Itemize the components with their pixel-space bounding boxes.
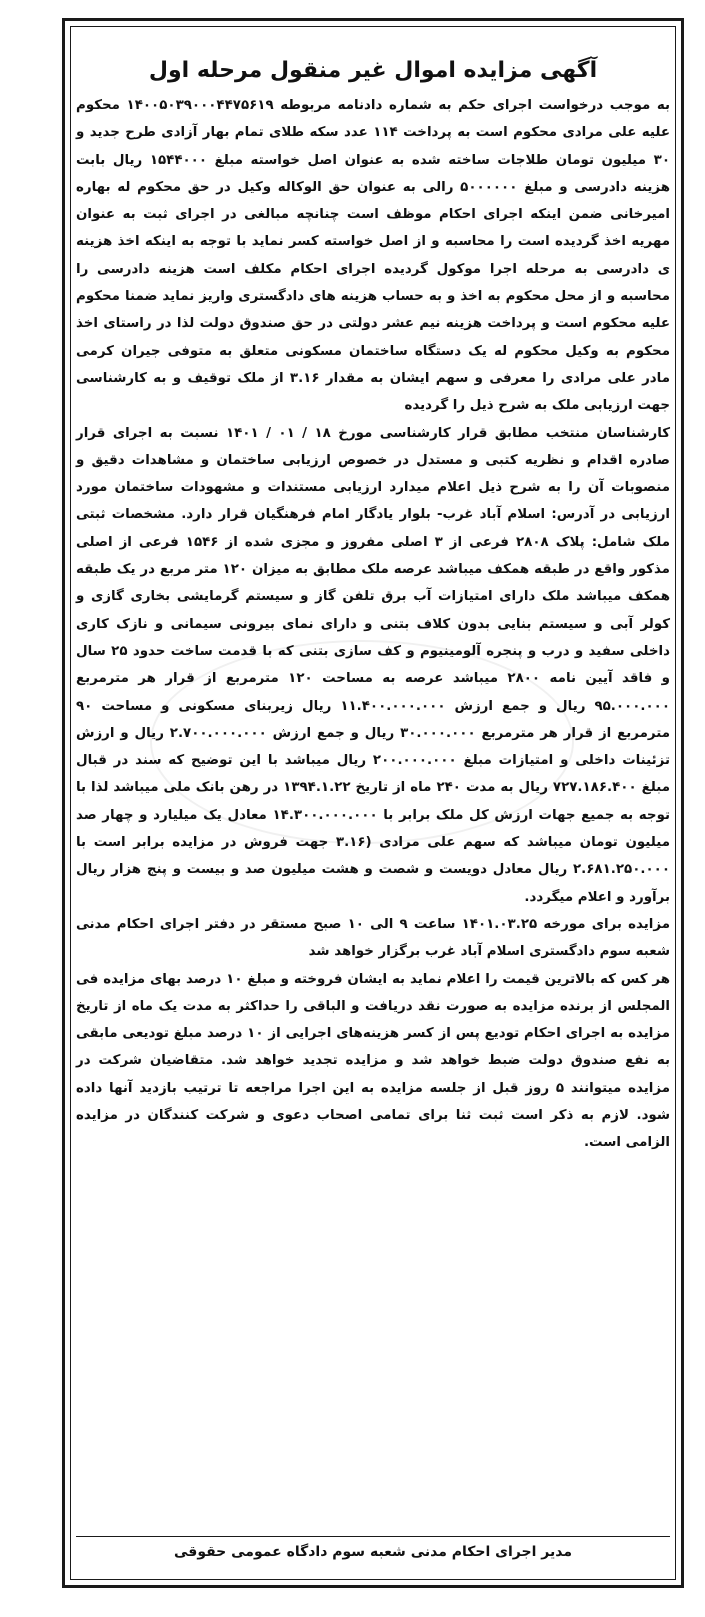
signature-line: مدیر اجرای احکام مدنی شعبه سوم دادگاه عمومی حقوقی [76,1536,670,1563]
paragraph-auction-date: مزایده برای مورخه ۱۴۰۱.۰۳.۲۵ ساعت ۹ الی ۱۰ صبح مستقر در دفتر اجرای احکام مدنی شعبه سوم دادگستری اسلام آباد غرب برگزار خواهد شد [76,916,670,960]
paragraph-judgment: به موجب درخواست اجرای حکم به شماره دادنامه مربوطه ۱۴۰۰۵۰۳۹۰۰۰۴۴۷۵۶۱۹ محکوم علیه علی مرادی محکوم است به پرداخت ۱۱۴ عدد سکه طلای تمام بهار آزادی طرح جدید و ۳۰ میلیون تومان طلاجات ساخته شده به عنوان اصل خواسته مبلغ ۱۵۴۴۰۰۰ ریال بابت هزینه دادرسی و مبلغ ۵۰۰۰۰۰۰ رالی به عنوان حق الوکاله وکیل در حق محکوم له بهاره امیرخانی ضمن اینکه اجرای احکام موظف است چنانچه مبالغی در اجرای ثبت به عنوان مهریه اخذ گردیده است را محاسبه و از اصل خواسته کسر نماید با توجه به اینکه اخذ هزینه ی دادرسی به مرحله اجرا موکول گردیده اجرای احکام مکلف است هزینه دادرسی را محاسبه و از محل محکوم به اخذ و به حساب هزینه های دادگستری واریز نماید ضمنا محکوم علیه محکوم است و پرداخت هزینه نیم عشر دولتی در حق صندوق دولت لذا در راستای اخذ محکوم به وکیل محکوم له یک دستگاه ساختمان مسکونی متعلق به متوفی جیران کرمی مادر علی مرادی را معرفی و سهم ایشان به مقدار ۳.۱۶ از ملک توقیف و به کارشناسی جهت ارزیابی ملک به شرح ذیل را گردیده [76,98,671,414]
paragraph-appraisal: کارشناسان منتخب مطابق قرار کارشناسی مورخ ۱۸ / ۰۱ / ۱۴۰۱ نسبت به اجرای قرار صادره اقدام و نظریه کتبی و مستدل در خصوص ارزیابی ساختمان و مشاهدات دقیق و منصوبات آن را به شرح ذیل اعلام میدارد ارزیابی مستندات و مشهودات ساختمان مورد ارزیابی در آدرس: اسلام آباد غرب- بلوار یادگار امام فرهنگیان قرار دارد. مشخصات ثبتی ملک شامل: پلاک ۲۸۰۸ فرعی از ۳ اصلی مفروز و مجزی شده از ۱۵۴۶ فرعی از اصلی مذکور واقع در طبقه همکف میباشد عرصه ملک مطابق به میزان ۱۲۰ متر مربع در یک طبقه همکف میباشد ملک دارای امتیازات آب برق تلفن گاز و سیستم گرمایشی بخاری گازی و کولر آبی و سیستم بنایی بدون کلاف بتنی و دارای نمای بیرونی سیمانی و نازک کاری داخلی سفید و درب و پنجره آلومینیوم و کف سازی بتنی که با قدمت ساخت حدود ۲۵ سال و فاقد آیین نامه ۲۸۰۰ میباشد عرصه به مساحت ۱۲۰ مترمربع از قرار هر مترمربع ۹۵.۰۰۰.۰۰۰ ریال و جمع ارزش ۱۱.۴۰۰.۰۰۰.۰۰۰ ریال زیربنای مسکونی و مساحت ۹۰ مترمربع از قرار هر مترمربع ۳۰.۰۰۰.۰۰۰ ریال و جمع ارزش ۲.۷۰۰.۰۰۰.۰۰۰ ریال و ارزش تزئینات داخلی و امتیازات مبلغ ۲۰۰.۰۰۰.۰۰۰ ریال میباشد با این توضیح که سند در قبال مبلغ ۷۲۷.۱۸۶.۴۰۰ ریال به مدت ۲۴۰ ماه از تاریخ ۱۳۹۴.۱.۲۲ در رهن بانک ملی میباشد لذا با توجه به جمیع جهات ارزش کل ملک برابر با ۱۴.۳۰۰.۰۰۰.۰۰۰ معادل یک میلیارد و چهار صد میلیون تومان میباشد که سهم علی مرادی (۳.۱۶ جهت فروش در مزایده برابر است با ۲.۶۸۱.۲۵۰.۰۰۰ ریال معادل دویست و شصت و هشت میلیون صد و بیست و پنج هزار ریال برآورد و اعلام میگردد. [76,425,671,905]
notice-body [76,56,670,1157]
notice-title: آگهی مزایده اموال غیر منقول مرحله اول [148,58,598,83]
paragraph-auction-terms: هر کس که بالاترین قیمت را اعلام نماید به ایشان فروخته و مبلغ ۱۰ درصد بهای مزایده فی المجلس از برنده مزایده به صورت نقد دریافت و الباقی را حداکثر به مدت یک ماه از تاریخ مزایده به اجرای احکام تودیع پس از کسر هزینه‌های اجرایی از ۱۰ درصد مبلغ تودیعی مابقی به نفع صندوق دولت ضبط خواهد شد و مزایده تجدید خواهد شد. متقاضیان شرکت در مزایده میتوانند ۵ روز قبل از جلسه مزایده به این اجرا مراجعه تا ترتیب بازدید آنها داده شود. لازم به ذکر است ثبت ثنا برای تمامی اصحاب دعوی و شرکت کنندگان در مزایده الزامی است. [76,971,671,1151]
